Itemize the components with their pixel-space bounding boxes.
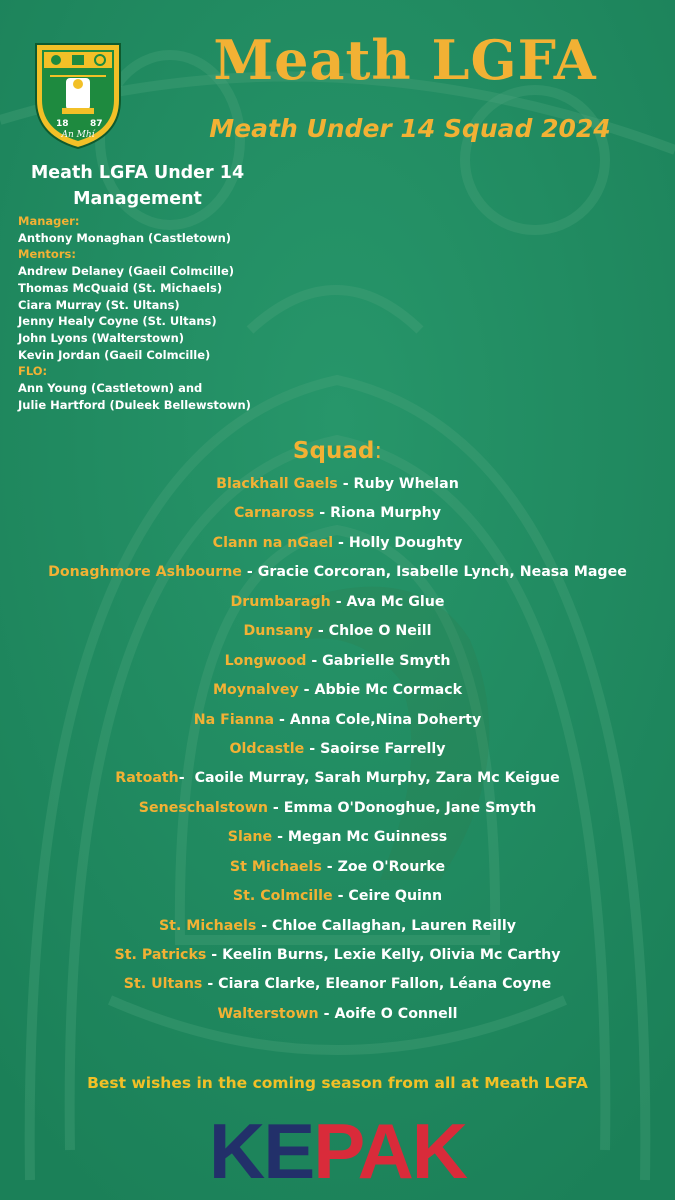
club-name: Longwood [224, 652, 307, 669]
club-name: St. Ultans [123, 976, 203, 993]
squad-row [0, 941, 675, 970]
separator: - [206, 947, 223, 963]
squad-row [0, 794, 675, 823]
squad-row [0, 499, 675, 528]
squad-heading [0, 438, 675, 464]
separator: - [202, 976, 219, 993]
player-names: Ciara Clarke, Eleanor Fallon, Léana Coyne [218, 976, 552, 993]
management-group-manager [18, 213, 318, 246]
player-names: Abbie Mc Cormack [314, 682, 463, 699]
player-names: Gracie Corcoran, Isabelle Lynch, Neasa Magee [257, 564, 627, 581]
squad-row [0, 853, 675, 882]
player-names: Saoirse Farrelly [320, 740, 446, 757]
club-name: Moynalvey [212, 682, 299, 699]
player-names: Caoile Murray, Sarah Murphy, Zara Mc Keigue [194, 770, 560, 787]
club-name: Oldcastle [229, 740, 305, 757]
separator: - [304, 740, 321, 757]
player-names: Riona Murphy [330, 505, 441, 522]
crest-year-left: 18 [56, 119, 69, 129]
squad-row [0, 647, 675, 676]
management-heading: Meath LGFA Under 14 Management [30, 163, 245, 209]
crest-motto: An Mhí [61, 130, 95, 140]
page-title: Meath LGFA [213, 28, 597, 92]
player-names: Anna Cole,Nina Doherty [289, 711, 482, 728]
club-name: Blackhall Gaels [216, 476, 338, 492]
separator: - [318, 1005, 335, 1022]
separator: - [306, 652, 323, 669]
club-name: Donaghmore Ashbourne [48, 564, 242, 581]
separator: - [241, 564, 258, 581]
squad-row [0, 706, 675, 735]
club-name: Seneschalstown [138, 799, 268, 816]
club-name: St. Michaels [158, 917, 257, 934]
manager-label: Manager: [18, 214, 80, 228]
squad-row [0, 764, 675, 793]
squad-row [0, 588, 675, 617]
page-subtitle: Meath Under 14 Squad 2024 [209, 114, 611, 143]
player-names: Zoe O'Rourke [337, 858, 446, 875]
club-name: Ratoath [115, 770, 179, 787]
club-name: Clann na nGael [212, 534, 334, 551]
club-name: St. Patricks [114, 947, 207, 963]
separator: - [267, 799, 284, 816]
squad-row [0, 1000, 675, 1029]
mentor-name: Kevin Jordan (Gaeil Colmcille) [18, 347, 211, 362]
sponsor-logo-part1: KE [208, 1107, 314, 1195]
management-list [18, 213, 318, 413]
manager-name: Anthony Monaghan (Castletown) [18, 230, 232, 245]
separator: - [337, 476, 354, 492]
separator: - [272, 829, 288, 846]
squad-row [0, 617, 675, 646]
separator: - [274, 711, 290, 728]
player-names: Megan Mc Guinness [287, 829, 448, 846]
squad-row [0, 470, 675, 499]
sponsor-logo-part2: PAK [313, 1107, 467, 1195]
squad-row [0, 735, 675, 764]
player-names: Holly Doughty [348, 534, 463, 551]
crest-year-right: 87 [90, 119, 103, 129]
player-names: Ruby Whelan [353, 476, 459, 492]
club-name: St Michaels [229, 858, 322, 875]
squad-heading-colon: : [374, 438, 383, 464]
mentor-name: Jenny Healy Coyne (St. Ultans) [18, 314, 217, 329]
flo-name: Julie Hartford (Duleek Bellewstown) [18, 397, 251, 412]
separator: - [256, 917, 273, 934]
separator: - [298, 682, 315, 699]
management-group-mentors [18, 246, 318, 363]
mentor-name: Thomas McQuaid (St. Michaels) [18, 280, 223, 295]
player-names: Ceire Quinn [348, 888, 443, 905]
player-names: Aoife O Connell [334, 1005, 458, 1022]
mentor-name: Andrew Delaney (Gaeil Colmcille) [18, 264, 235, 279]
separator: - [332, 888, 349, 905]
club-name: Walterstown [217, 1005, 319, 1022]
separator: - [333, 534, 349, 551]
sponsor-logo [0, 1107, 675, 1195]
management-group-flo [18, 363, 318, 413]
club-name: St. Colmcille [232, 888, 333, 905]
best-wishes-message: Best wishes in the coming season from all at Meath LGFA [87, 1074, 588, 1092]
player-names: Keelin Burns, Lexie Kelly, Olivia Mc Carthy [222, 947, 561, 963]
squad-heading-text: Squad [292, 438, 375, 464]
club-name: Slane [227, 829, 273, 846]
player-names: Chloe Callaghan, Lauren Reilly [272, 917, 517, 934]
separator: - [321, 858, 338, 875]
club-name: Dunsany [243, 623, 313, 640]
separator: - [314, 505, 331, 522]
club-name: Drumbaragh [230, 593, 331, 610]
flo-label: FLO: [18, 364, 48, 379]
squad-row [0, 558, 675, 587]
squad-list [0, 470, 675, 1029]
separator: - [178, 770, 195, 787]
squad-row [0, 529, 675, 558]
mentors-label: Mentors: [18, 247, 76, 262]
flo-name: Ann Young (Castletown) and [18, 381, 203, 396]
player-names: Emma O'Donoghue, Jane Smyth [283, 799, 537, 816]
player-names: Gabrielle Smyth [322, 652, 451, 669]
meath-crest-logo [30, 38, 126, 150]
separator: - [312, 623, 329, 640]
player-names: Chloe O Neill [328, 623, 432, 640]
player-names: Ava Mc Glue [346, 593, 445, 610]
squad-row [0, 823, 675, 852]
mentor-name: John Lyons (Walterstown) [18, 330, 185, 345]
mentor-name: Ciara Murray (St. Ultans) [18, 297, 180, 312]
squad-row [0, 676, 675, 705]
club-name: Na Fianna [193, 711, 275, 728]
separator: - [330, 593, 347, 610]
squad-row [0, 882, 675, 911]
squad-row [0, 970, 675, 999]
squad-row [0, 912, 675, 941]
club-name: Carnaross [234, 505, 315, 522]
